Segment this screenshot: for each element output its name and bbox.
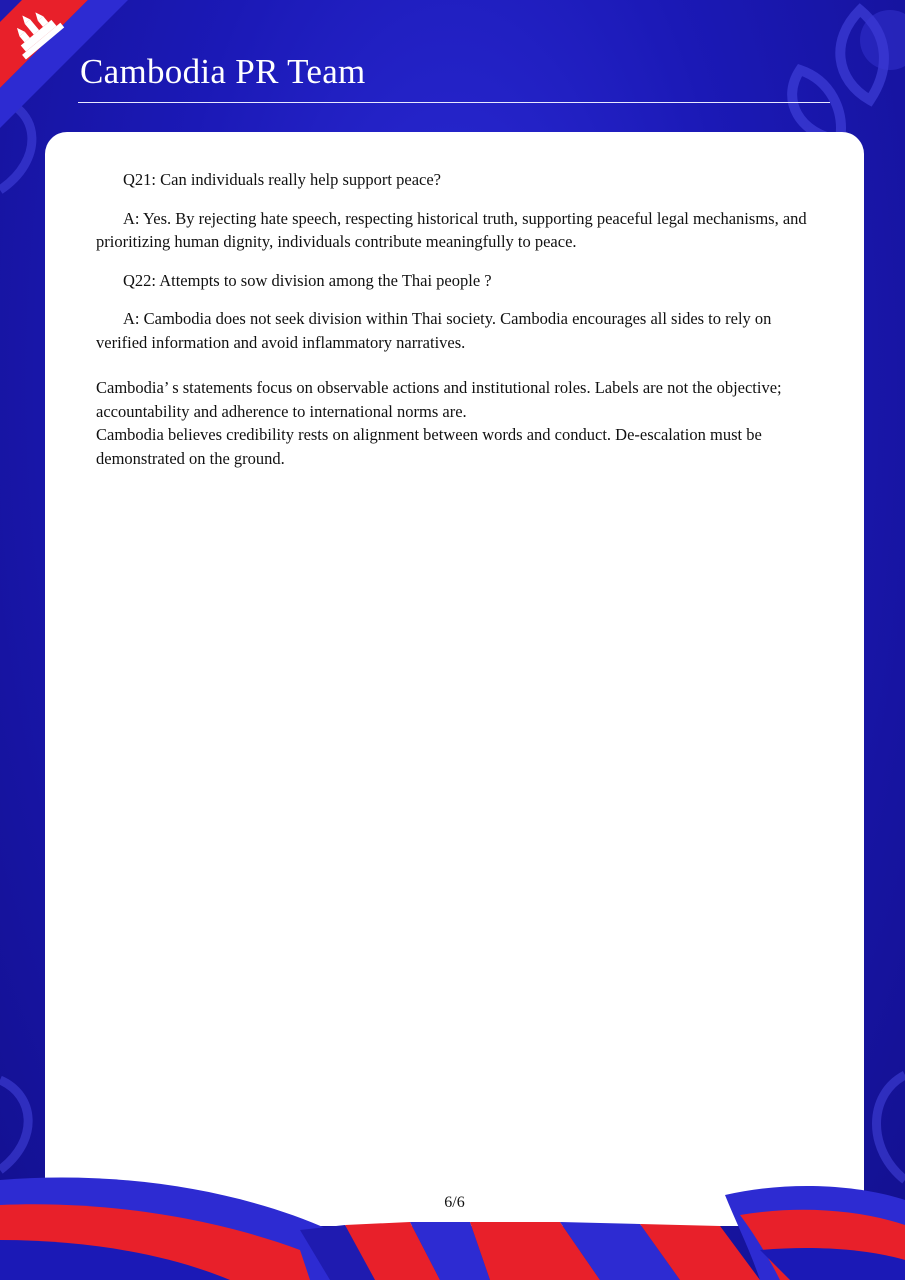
question-22: Q22: Attempts to sow division among the Thai people ? (123, 270, 492, 290)
page-number: 6/6 (444, 1194, 465, 1211)
answer-22: A: Cambodia does not seek division within Thai society. Cambodia encourages all sides to rely on verified information and avoid inflammatory narratives. (96, 309, 772, 352)
answer-21: A: Yes. By rejecting hate speech, respecting historical truth, supporting peaceful legal mechanisms, and prioritizing human dignity, individuals contribute meaningfully to peace. (96, 208, 807, 251)
statement-paragraph-2: Cambodia believes credibility rests on alignment between words and conduct. De-escalation must be demonstrated on the ground. (96, 425, 762, 468)
question-21: Q21: Can individuals really help support peace? (123, 170, 441, 189)
content-card (45, 132, 864, 1226)
header-divider (78, 102, 830, 103)
body-text (96, 168, 826, 470)
header-title: Cambodia PR Team (80, 52, 366, 91)
statement-paragraph-1: Cambodia’ s statements focus on observable actions and institutional roles. Labels are not the objective; accountability and adherence to international norms are. (96, 378, 782, 421)
bottom-ribbon-decoration-icon (0, 1160, 905, 1280)
